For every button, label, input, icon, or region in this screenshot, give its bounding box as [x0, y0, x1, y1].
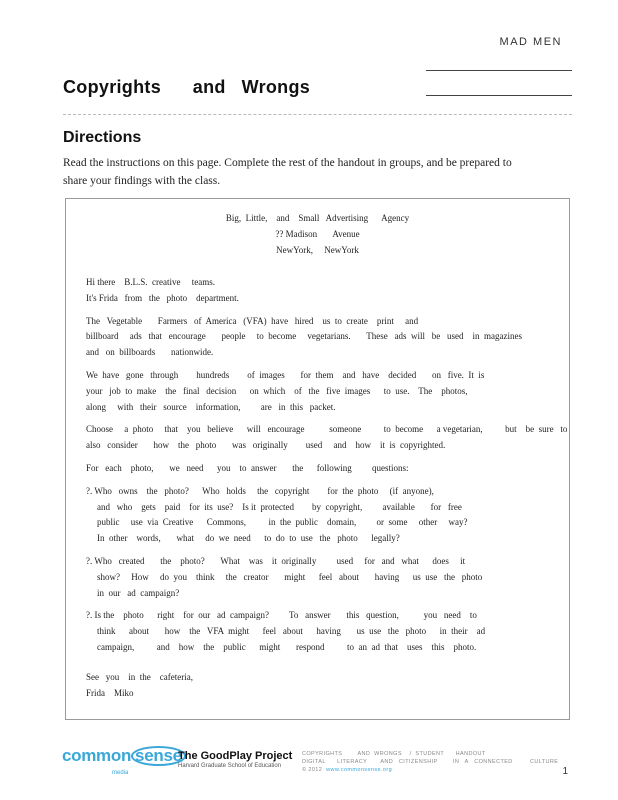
text-line: ?. Who created the photo? What was it originally used for and what does it [86, 555, 466, 566]
meta-line [302, 766, 502, 774]
meta-url[interactable]: www.commonsense.org [326, 767, 393, 773]
text-line: in our ad campaign? [97, 587, 180, 598]
text-line: ?. Who owns the photo? Who holds the copyright for the photo (if anyone), [86, 485, 434, 496]
header-tag: MAD MEN [499, 36, 562, 48]
directions-text: Read the instructions on this page. Complete the rest of the handout in groups, and be prepared to share your findings with the class. [63, 157, 512, 187]
text-line: It's Frida from the photo department. [86, 292, 239, 303]
address-line: ?? Madison Avenue [275, 228, 360, 239]
text-line: Choose a photo that you believe will encourage someone to become a vegetarian, but be sure to [86, 424, 568, 435]
letter-paragraph [86, 368, 541, 415]
text-line: your job to make the final decision on which of the five images to use. The photos, [86, 385, 468, 396]
section-divider [63, 114, 572, 115]
page-footer [0, 740, 618, 800]
text-line: think about how the VFA might feel about having us use the photo in their ad [97, 626, 486, 637]
text-line: public use via Creative Commons, in the public domain, or some other way? [97, 517, 468, 528]
text-line: In other words, what do we need to do to use the photo legally? [97, 533, 400, 544]
letter-paragraph [86, 422, 568, 454]
text-line: ?. Is the photo right for our ad campaign? To answer this question, you need to [86, 610, 477, 621]
date-line [426, 95, 572, 96]
page-number: 1 [562, 766, 568, 777]
address-line: NewYork, NewYork [276, 244, 359, 255]
letter-greeting [86, 275, 541, 307]
letter-paragraph [86, 461, 541, 477]
meta-copyright: © 2012 [302, 767, 323, 773]
text-line: also consider how the photo was originally used and how it is copyrighted. [86, 440, 446, 451]
name-line [426, 70, 572, 71]
meta-line: COPYRIGHTS AND WRONGS / STUDENT HANDOUT [302, 751, 486, 757]
goodplay-subtitle: Harvard Graduate School of Education [178, 763, 282, 769]
footer-meta [302, 750, 559, 774]
question-item [86, 554, 541, 601]
page-title: Copyrights and Wrongs [63, 77, 311, 97]
letter-address [66, 211, 569, 258]
letter-body [86, 275, 568, 708]
text-line: Hi there B.L.S. creative teams. [86, 277, 215, 287]
question-item [86, 484, 541, 547]
text-line: billboard ads that encourage people to become vegetarians. These ads will be used in magazines [86, 331, 522, 342]
goodplay-title: The GoodPlay Project [178, 750, 293, 762]
meta-line: DIGITAL LITERACY AND CITIZENSHIP IN A CONNECTED CULTURE [302, 759, 559, 765]
logo-circle-text: sense [131, 746, 186, 766]
letter-paragraph [86, 314, 541, 361]
text-line: and who gets paid for its use? Is it protected by copyright, available for free [97, 501, 462, 512]
section-heading: Directions [63, 129, 142, 146]
text-line: Frida Miko [86, 687, 134, 698]
letter-box [65, 198, 570, 720]
text-line: We have gone through hundreds of images for them and have decided on five. It is [86, 369, 485, 380]
text-line: The Vegetable Farmers of America (VFA) have hired us to create print and [86, 315, 419, 326]
text-line: For each photo, we need you to answer the following questions: [86, 462, 409, 473]
commonsense-logo [62, 746, 186, 766]
logo-text: common [62, 746, 132, 765]
question-item [86, 608, 541, 655]
goodplay-logo [178, 750, 292, 769]
text-line: along with their source information, are in this packet. [86, 401, 336, 412]
letter-closing [86, 670, 541, 702]
text-line: show? How do you think the creator might feel about having us use the photo [97, 571, 483, 582]
text-line: campaign, and how the public might respond to an ad that uses this photo. [97, 641, 477, 652]
name-lines [426, 70, 572, 120]
logo-media-text: media [112, 770, 129, 776]
text-line: See you in the cafeteria, [86, 671, 193, 682]
text-line: and on billboards nationwide. [86, 347, 214, 358]
address-line: Big, Little, and Small Advertising Agency [225, 213, 410, 223]
